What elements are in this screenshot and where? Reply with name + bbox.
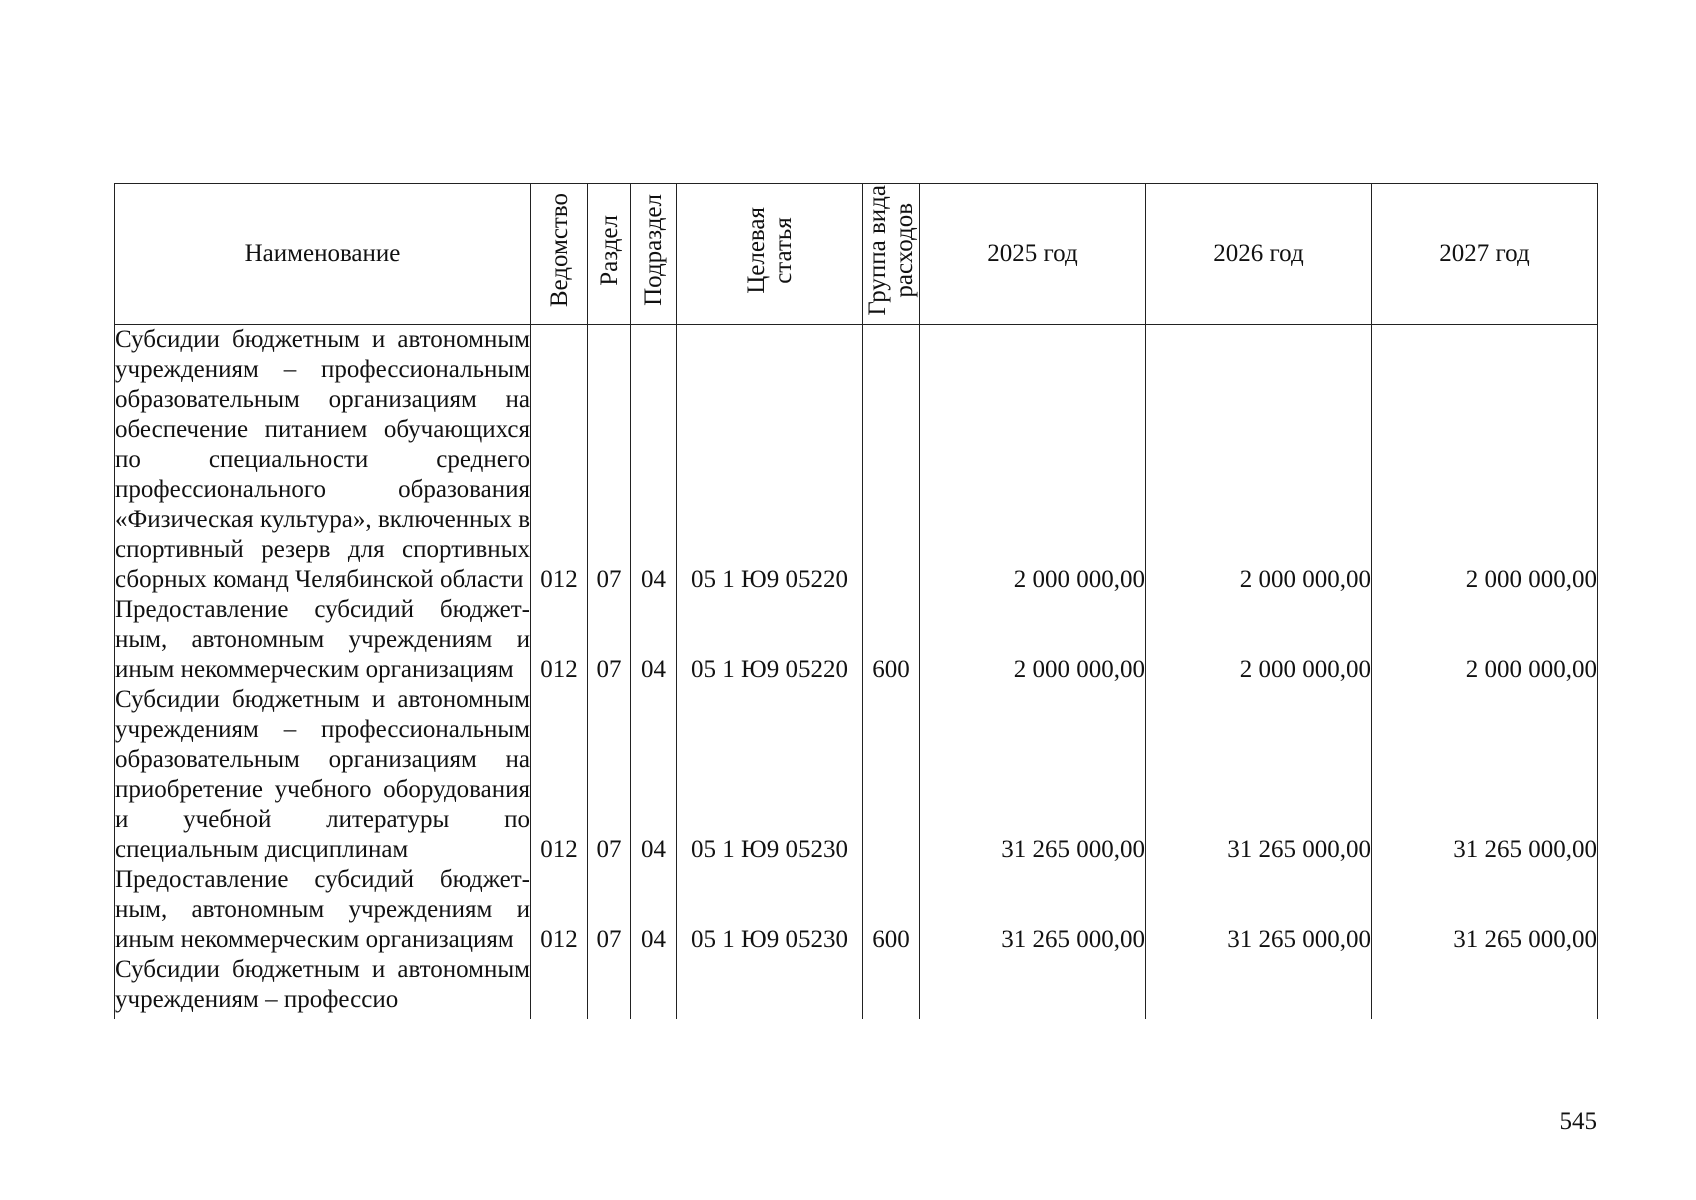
- header-subsection: Подраздел: [631, 184, 677, 325]
- row-2025: 2 000 000,00: [920, 325, 1146, 596]
- row-2025: 2 000 000,00: [920, 595, 1146, 685]
- row-group: 600: [863, 595, 920, 685]
- row-2025: [920, 955, 1146, 1019]
- row-name: Субсидии бюджетным и автономным учреждениям – профессиональным образовательным организациям на обеспечение питанием обучающихся по специальности среднего профессионального образования «Физическая культура», включенных в спортивный резерв для спортивных сборных команд Челябинской области: [115, 326, 530, 593]
- row-group: [863, 685, 920, 865]
- row-target: [677, 955, 863, 1019]
- header-name: Наименование: [115, 184, 531, 325]
- row-section: 07: [588, 325, 631, 596]
- row-2026: [1146, 955, 1372, 1019]
- table-row: [115, 325, 1598, 596]
- table-row: [115, 595, 1598, 685]
- row-2025: 31 265 000,00: [920, 865, 1146, 955]
- budget-table: [114, 183, 1598, 1019]
- page-number: 545: [1559, 1108, 1597, 1135]
- header-group: Группа вида расходов: [863, 184, 920, 325]
- header-dept: Ведомство: [531, 184, 588, 325]
- row-dept: 012: [531, 685, 588, 865]
- row-group: [863, 955, 920, 1019]
- header-row: [115, 184, 1598, 325]
- row-section: [588, 955, 631, 1019]
- row-2026: 31 265 000,00: [1146, 685, 1372, 865]
- table-row: [115, 685, 1598, 865]
- row-2027: 31 265 000,00: [1372, 685, 1598, 865]
- row-dept: [531, 955, 588, 1019]
- row-group: 600: [863, 865, 920, 955]
- row-name: Субсидии бюджетным и автономным учреждениям – профессиональным образовательным организациям на приобретение учебного оборудования и учебной литературы по специальным дисциплинам: [115, 686, 530, 863]
- row-name: Предоставление субсидий бюджетным, автономным учреждениям и иным некоммерческим организациям: [115, 866, 530, 953]
- header-target: Целевая статья: [677, 184, 863, 325]
- row-subsection: 04: [631, 865, 677, 955]
- row-2025: 31 265 000,00: [920, 685, 1146, 865]
- row-section: 07: [588, 685, 631, 865]
- header-2025: 2025 год: [920, 184, 1146, 325]
- row-subsection: 04: [631, 595, 677, 685]
- row-name: Субсидии бюджетным и автономным учреждениям – профессио: [115, 955, 531, 1019]
- row-subsection: [631, 955, 677, 1019]
- row-target: 05 1 Ю9 05220: [677, 325, 863, 596]
- row-dept: 012: [531, 325, 588, 596]
- row-name: Предоставление субсидий бюджетным, автономным учреждениям и иным некоммерческим организациям: [115, 596, 530, 683]
- row-target: 05 1 Ю9 05220: [677, 595, 863, 685]
- row-target: 05 1 Ю9 05230: [677, 865, 863, 955]
- header-2026: 2026 год: [1146, 184, 1372, 325]
- header-2027: 2027 год: [1372, 184, 1598, 325]
- row-subsection: 04: [631, 325, 677, 596]
- row-group: [863, 325, 920, 596]
- budget-sheet: [114, 183, 1597, 1019]
- row-section: 07: [588, 865, 631, 955]
- row-target: 05 1 Ю9 05230: [677, 685, 863, 865]
- row-2026: 31 265 000,00: [1146, 865, 1372, 955]
- row-dept: 012: [531, 865, 588, 955]
- row-2027: 2 000 000,00: [1372, 595, 1598, 685]
- row-2027: [1372, 955, 1598, 1019]
- row-2026: 2 000 000,00: [1146, 595, 1372, 685]
- row-section: 07: [588, 595, 631, 685]
- row-2026: 2 000 000,00: [1146, 325, 1372, 596]
- row-2027: 31 265 000,00: [1372, 865, 1598, 955]
- row-subsection: 04: [631, 685, 677, 865]
- table-row: [115, 955, 1598, 1019]
- header-section: Раздел: [588, 184, 631, 325]
- row-2027: 2 000 000,00: [1372, 325, 1598, 596]
- table-row: [115, 865, 1598, 955]
- row-dept: 012: [531, 595, 588, 685]
